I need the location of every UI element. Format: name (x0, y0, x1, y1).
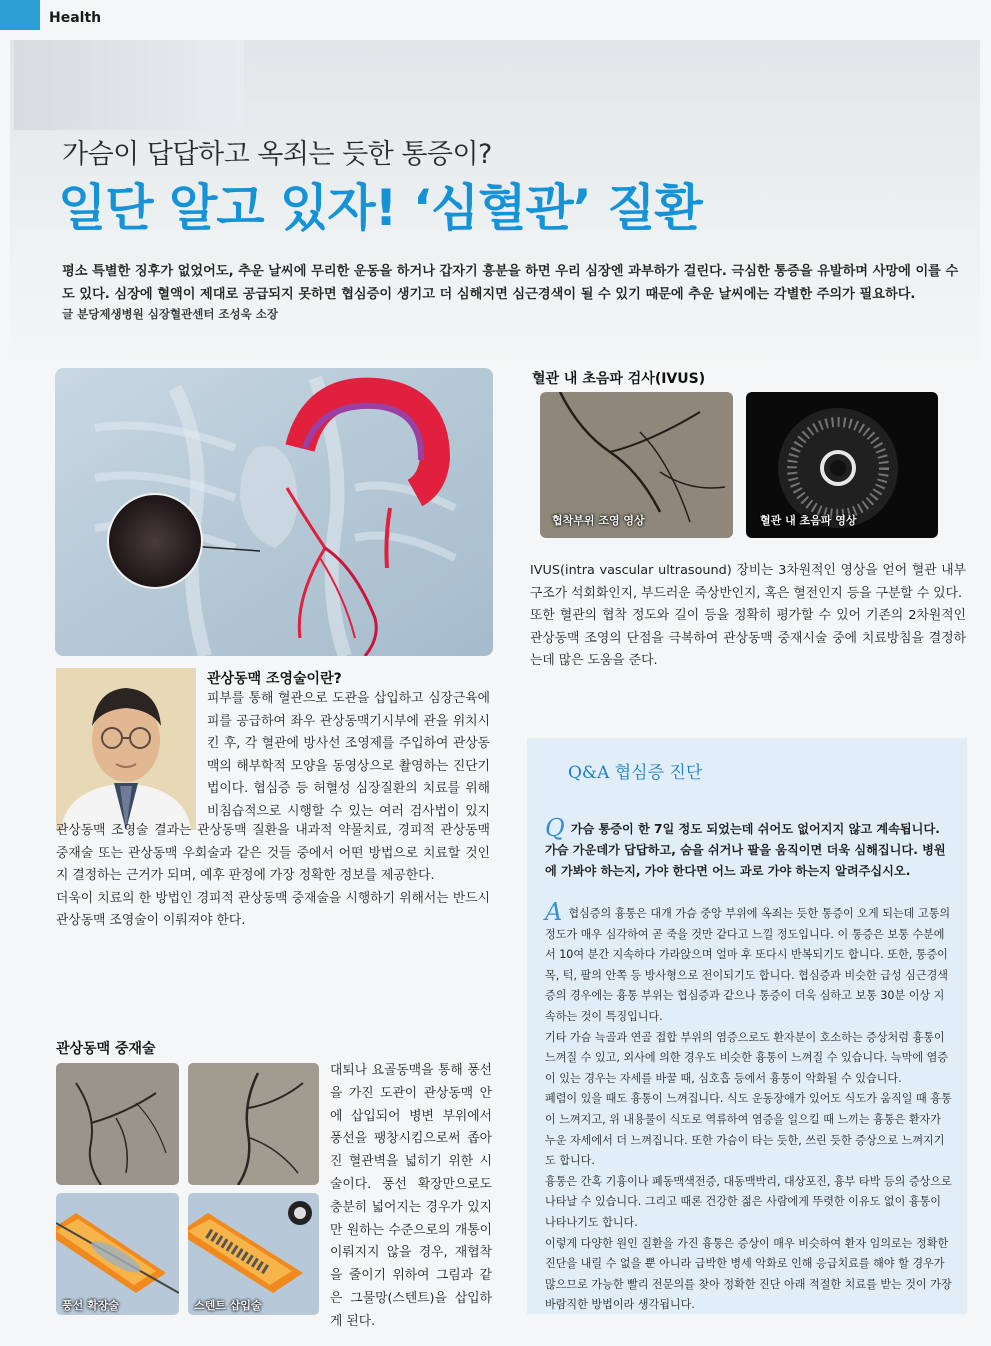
qa-answer-paragraph-2: 기타 가슴 늑골과 연골 접합 부위의 염증으로도 환자분이 호소하는 증상처럼 흉통이 느껴질 수 있고, 외사에 의한 경우도 비슷한 흉통이 느껴질 수 있습니다. 늑막에 염증이 있는 경우는 자세를 바꿀 때, 심호흡 등에서 흉통이 악화될 수 있습니다. (545, 1030, 949, 1085)
intervention-text: 대퇴나 요골동맥을 통해 풍선을 가진 도관이 관상동맥 안에 삽입되어 병변 부위에서 풍선을 팽창시킴으로써 좁아진 혈관벽을 넓히기 위한 시술이다. 풍선 확장만으로도 충분히 넓어지는 경우가 있지만 원하는 수준으로의 개통이 이뤄지지 않을 경우, 재협착을 줄이기 위하여 그림과 같은 그물망(스텐트)을 삽입하게 된다. (330, 1063, 492, 1329)
q-letter: Q (545, 814, 565, 842)
angio-image-2 (188, 1063, 319, 1185)
ivus-heading: 혈관 내 초음파 검사(IVUS) (532, 371, 706, 387)
stenosis-caption: 협착부위 조영 영상 (552, 514, 645, 527)
angiography-paragraph-2: 관상동맥 조영술 결과는 관상동맥 질환을 내과적 약물치료, 경피적 관상동맥 중재술 또는 관상동맥 우회술과 같은 것들 중에서 어떤 방법으로 치료할 것인지 결정하는 근거가 되며, 예후 판정에 가장 정확한 정보를 제공한다. (56, 823, 490, 883)
section-label: Health (49, 10, 102, 26)
angiography-heading: 관상동맥 조영술이란? (207, 671, 342, 687)
article-byline: 글 분당제생병원 심장혈관센터 조성욱 소장 (62, 307, 278, 321)
ivus-paragraph-2: 또한 혈관의 협착 정도와 길이 등을 정확히 평가할 수 있어 기존의 2차원적인 관상동맥 조영의 단점을 극복하여 관상동맥 중재시술 중에 치료방침을 결정하는데 많은 도움을 준다. (530, 608, 966, 668)
article-subtitle: 가슴이 답답하고 옥죄는 듯한 통증이? (62, 139, 492, 170)
qa-title: Q&A 협심증 진단 (568, 763, 703, 783)
qa-answer-paragraph-5: 이렇게 다양한 원인 질환을 가진 흉통은 증상이 매우 비슷하여 환자 임의로는 정확한 진단을 내릴 수 없을 뿐 아니라 급박한 병세 악화로 인해 응급치료를 해야 할 경우가 많으므로 가능한 빨리 전문의를 찾아 정확한 진단 아래 적절한 치료를 받는 것이 가장 바람직한 방법이라 생각됩니다. (545, 1236, 952, 1312)
angio-image-1 (56, 1063, 179, 1185)
angiography-text-lower (56, 820, 490, 933)
balloon-caption: 풍선 확장술 (62, 1299, 119, 1312)
qa-answer (545, 898, 953, 1316)
ivus-caption: 혈관 내 초음파 영상 (760, 514, 857, 527)
qa-question-text: 가슴 통증이 한 7일 정도 되었는데 쉬어도 없어지지 않고 계속됩니다. 가슴 가운데가 답답하고, 숨을 쉬거나 팔을 움직이면 더욱 심해집니다. 병원에 가봐야 하는지, 가야 한다면 어느 과로 가야 하는지 알려주십시오. (545, 822, 946, 878)
stent-caption: 스텐트 삽입술 (194, 1299, 262, 1312)
ivus-paragraph-1: IVUS(intra vascular ultrasound) 장비는 3차원적인 영상을 얻어 혈관 내부구조가 석회화인지, 부드러운 죽상반인지, 혹은 혈전인지 등을 구분할 수 있다. (530, 563, 966, 601)
heart-illustration (55, 368, 493, 656)
qa-question (545, 814, 953, 882)
qa-answer-paragraph-4: 흉통은 간혹 기흉이나 폐동맥색전증, 대동맥박리, 대상포진, 흉부 타박 등의 증상으로 나타날 수 있습니다. 그리고 때론 건강한 젊은 사람에게 뚜렷한 이유도 없이 흉통이 나타나기도 합니다. (545, 1174, 952, 1229)
intervention-heading: 관상동맥 중재술 (56, 1041, 156, 1057)
article-title: 일단 알고 있자! ‘심혈관’ 질환 (58, 179, 702, 237)
angiography-paragraph-3: 더욱이 치료의 한 방법인 경피적 관상동맥 중재술을 시행하기 위해서는 반드시 관상동맥 조영술이 이뤄져야 한다. (56, 890, 490, 928)
angiography-paragraph-1: 피부를 통해 혈관으로 도관을 삽입하고 심장근육에 피를 공급하여 좌우 관상동맥기시부에 관을 위치시킨 후, 각 혈관에 방사선 조영제를 주입하여 관상동맥의 해부학적 모양을 동영상으로 촬영하는 진단기법이다. 협심증 등 허혈성 심장질환의 치료를 위해 비침습적으로 시행할 수 있는 여러 검사법이 있지 (207, 691, 490, 819)
section-color-tab (0, 0, 40, 30)
faded-background-block (14, 40, 244, 130)
qa-answer-paragraph-3: 폐렴이 있을 때도 흉통이 느껴집니다. 식도 운동장애가 있어도 식도가 움직일 때 흉통이 느껴지고, 위 내용물이 식도로 역류하여 염증을 일으킬 때 느끼는 흉통은 환자가 누운 자세에서 더 느껴집니다. 또한 가슴이 타는 듯한, 쓰린 듯한 증상으로 느껴지기도 합니다. (545, 1092, 952, 1168)
a-letter: A (545, 898, 563, 926)
qa-answer-paragraph-1: 협심증의 흉통은 대개 가슴 중앙 부위에 옥죄는 듯한 통증이 오게 되는데 고통의 정도가 매우 심각하여 곧 죽을 것만 같다고 느낄 정도입니다. 이 통증은 보통 수분에서 10여 분간 지속하다 가라앉으며 얼마 후 또다시 반복되기도 합니다. 또한, 통증이 목, 턱, 팔의 안쪽 등 방사형으로 전이되기도 합니다. 협심증과 비슷한 급성 심근경색증의 경우에는 흉통 부위는 협심증과 같으나 통증이 더욱 심하고 보통 30분 이상 지속하는 것이 특징입니다. (545, 907, 951, 1023)
article-lead: 평소 특별한 징후가 없었어도, 추운 날씨에 무리한 운동을 하거나 갑자기 흥분을 하면 우리 심장엔 과부하가 걸린다. 극심한 통증을 유발하며 사망에 이를 수도 있다. 심장에 혈액이 제대로 공급되지 못하면 협심증이 생기고 더 심해지면 심근경색이 될 수 있기 때문에 추운 날씨에는 각별한 주의가 필요하다. (62, 264, 959, 302)
angiography-text-full (56, 688, 490, 823)
ivus-text (530, 560, 966, 673)
